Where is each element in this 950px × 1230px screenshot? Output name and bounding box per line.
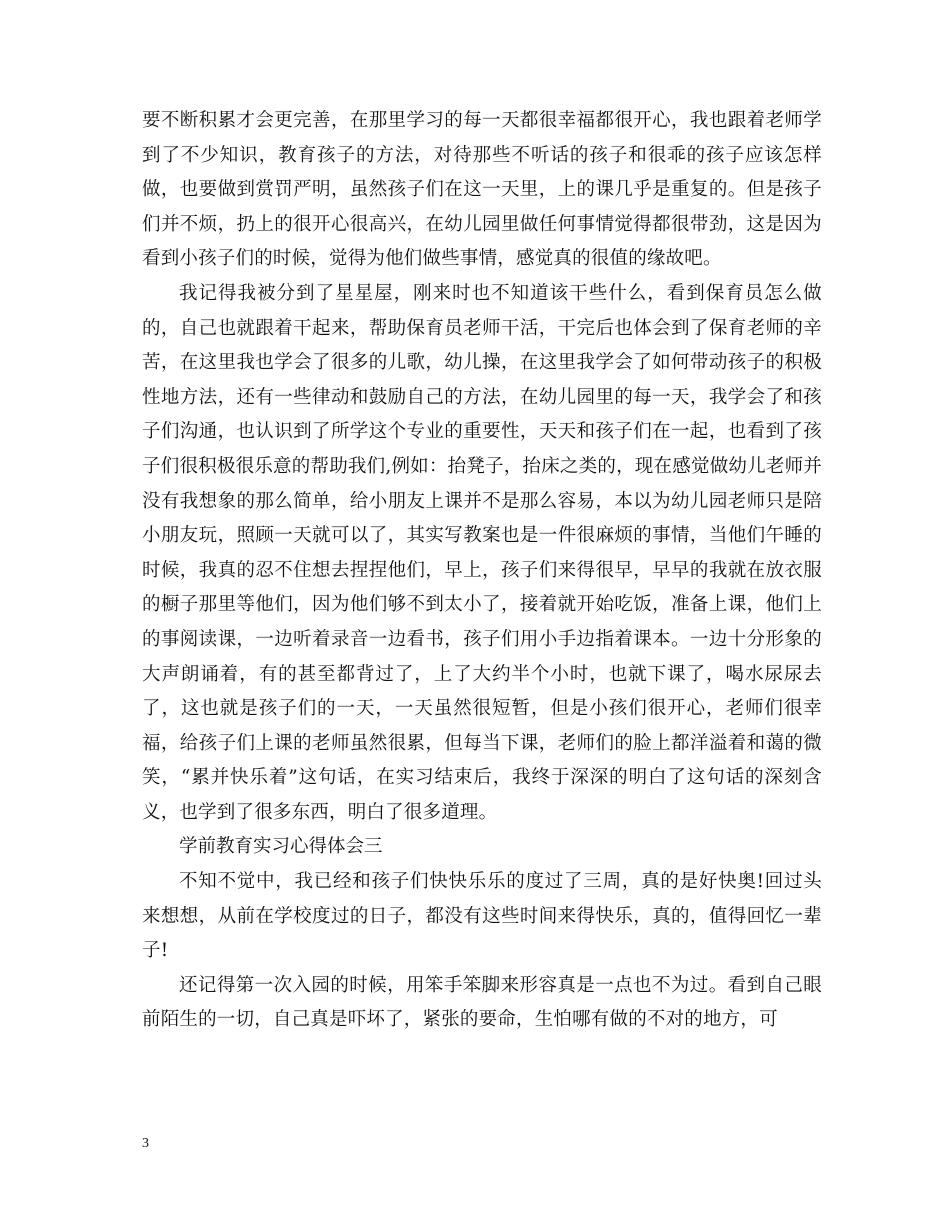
paragraph-2: 我记得我被分到了星星屋，刚来时也不知道该干些什么，看到保育员怎么做的，自己也就跟着干起来，帮助保育员老师干活，干完后也体会到了保育老师的辛苦，在这里我也学会了很多的儿歌，幼儿操，在这里我学会了如何带动孩子的积极性地方法，还有一些律动和鼓励自己的方法，在幼儿园里的每一天，我学会了和孩子们沟通，也认识到了所学这个专业的重要性，天天和孩子们在一起，也看到了孩子们很积极很乐意的帮助我们,例如：抬凳子，抬床之类的，现在感觉做幼儿老师并没有我想象的那么简单，给小朋友上课并不是那么容易，本以为幼儿园老师只是陪小朋友玩，照顾一天就可以了，其实写教案也是一件很麻烦的事情，当他们午睡的时候，我真的忍不住想去捏捏他们，早上，孩子们来得很早，早早的我就在放衣服的橱子那里等他们，因为他们够不到太小了，接着就开始吃饭，准备上课，他们上的事阅读课，一边听着录音一边看书，孩子们用小手边指着课本。一边十分形象的大声朗诵着，有的甚至都背过了，上了大约半个小时，也就下课了，喝水尿尿去了，这也就是孩子们的一天，一天虽然很短暂，但是小孩们很开心，老师们很幸福，给孩子们上课的老师虽然很累，但每当下课，老师们的脸上都洋溢着和蔼的微笑，“累并快乐着”这句话，在实习结束后，我终于深深的明白了这句话的深刻含义，也学到了很多东西，明白了很多道理。: [142, 282, 822, 823]
paragraph-3: 不知不觉中，我已经和孩子们快快乐乐的度过了三周，真的是好快奥!回过头来想想，从前在学校度过的日子，都没有这些时间来得快乐，真的，值得回忆一辈子!: [142, 871, 822, 962]
paragraph-1: 要不断积累才会更完善，在那里学习的每一天都很幸福都很开心，我也跟着老师学到了不少知识，教育孩子的方法，对待那些不听话的孩子和很乖的孩子应该怎样做，也要做到赏罚严明，虽然孩子们在这一天里，上的课几乎是重复的。但是孩子们并不烦，扔上的很开心很高兴，在幼儿园里做任何事情觉得都很带劲，这是因为看到小孩子们的时候，觉得为他们做些事情，感觉真的很值的缘故吧。: [142, 110, 822, 270]
paragraph-4: 还记得第一次入园的时候，用笨手笨脚来形容真是一点也不为过。看到自己眼前陌生的一切，自己真是吓坏了，紧张的要命，生怕哪有做的不对的地方，可: [142, 974, 822, 1031]
page-number: 3: [142, 1136, 149, 1151]
section-heading: 学前教育实习心得体会三: [179, 836, 383, 858]
document-body: [142, 104, 822, 1038]
